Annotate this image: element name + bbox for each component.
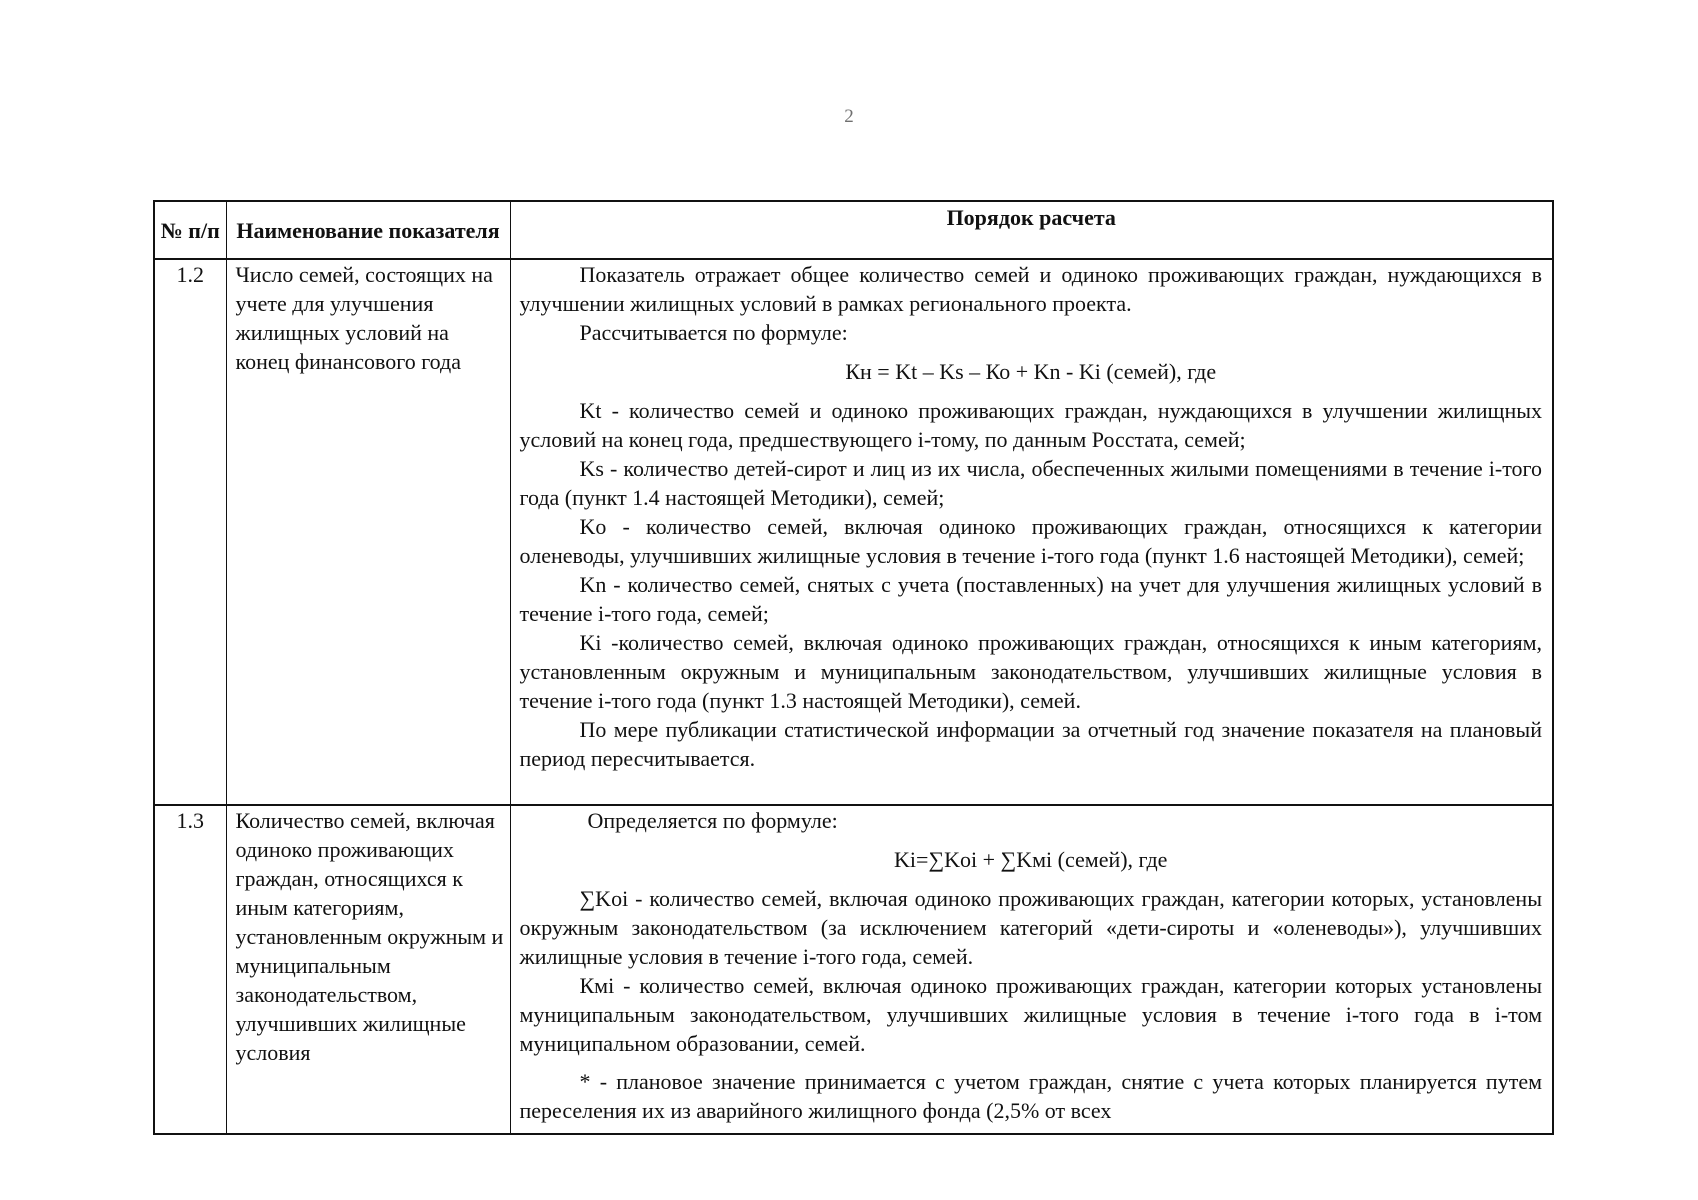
header-number: № п/п <box>154 201 226 259</box>
definition-koi: ∑Koi - количество семей, включая одиноко проживающих граждан, категории которых, установлены окружным законодательством (за исключением категорий «дети-сироты и «оленеводы»), улучшивших жилищные условия в течение i-того года, семей. <box>519 886 1542 969</box>
row-number: 1.3 <box>154 805 226 1134</box>
recalculation-note: По мере публикации статистической информации за отчетный год значение показателя на плановый период пересчитывается. <box>519 717 1542 771</box>
formula: Кн = Kt – Ks – Ко + Kn - Ki (семей), где <box>845 359 1217 384</box>
definition-kn: Kn - количество семей, снятых с учета (поставленных) на учет для улучшения жилищных условий в течение i-того года, семей; <box>519 572 1542 626</box>
table-row <box>154 805 1553 1134</box>
planned-value-note: * - плановое значение принимается с учетом граждан, снятие с учета которых планируется путем переселения их из аварийного жилищного фонда (2,5% от всех <box>519 1069 1542 1123</box>
row-number: 1.2 <box>154 259 226 805</box>
indicator-name: Количество семей, включая одиноко проживающих граждан, относящихся к иным категориям, установленным окружным и муниципальным законодательством, улучшивших жилищные условия <box>226 805 510 1134</box>
definition-ki: Ki -количество семей, включая одиноко проживающих граждан, относящихся к иным категориям, установленным окружным и муниципальным законодательством, улучшивших жилищные условия в течение i-того года (пункт 1.3 настоящей Методики), семей. <box>519 630 1542 713</box>
formula-label: Рассчитывается по формуле: <box>579 320 848 345</box>
calculation-procedure <box>510 805 1553 1134</box>
indicator-description: Показатель отражает общее количество семей и одиноко проживающих граждан, нуждающихся в улучшении жилищных условий в рамках регионального проекта. <box>519 262 1542 316</box>
formula-label: Определяется по формуле: <box>587 808 838 833</box>
indicator-name: Число семей, состоящих на учете для улучшения жилищных условий на конец финансового года <box>226 259 510 805</box>
calculation-procedure <box>510 259 1553 805</box>
formula: Ki=∑Koi + ∑Kмi (семей), где <box>894 847 1168 872</box>
definition-ks: Ks - количество детей-сирот и лиц из их числа, обеспеченных жилыми помещениями в течение i-того года (пункт 1.4 настоящей Методики), семей; <box>519 456 1542 510</box>
header-indicator-name: Наименование показателя <box>226 201 510 259</box>
header-calculation-procedure: Порядок расчета <box>510 201 1553 259</box>
table-row <box>154 259 1553 805</box>
table-header-row <box>154 201 1553 259</box>
methodology-table <box>153 200 1554 1135</box>
page-number: 2 <box>844 106 854 127</box>
definition-ko: Ko - количество семей, включая одиноко проживающих граждан, относящихся к категории оленеводы, улучшивших жилищные условия в течение i-того года (пункт 1.6 настоящей Методики), семей; <box>519 514 1542 568</box>
definition-kmi: Кмi - количество семей, включая одиноко проживающих граждан, категории которых установлены муниципальным законодательством, улучшивших жилищные условия в течение i-того года в i-том муниципальном образовании, семей. <box>519 973 1542 1056</box>
definition-kt: Kt - количество семей и одиноко проживающих граждан, нуждающихся в улучшении жилищных условий на конец года, предшествующего i-тому, по данным Росстата, семей; <box>519 398 1542 452</box>
